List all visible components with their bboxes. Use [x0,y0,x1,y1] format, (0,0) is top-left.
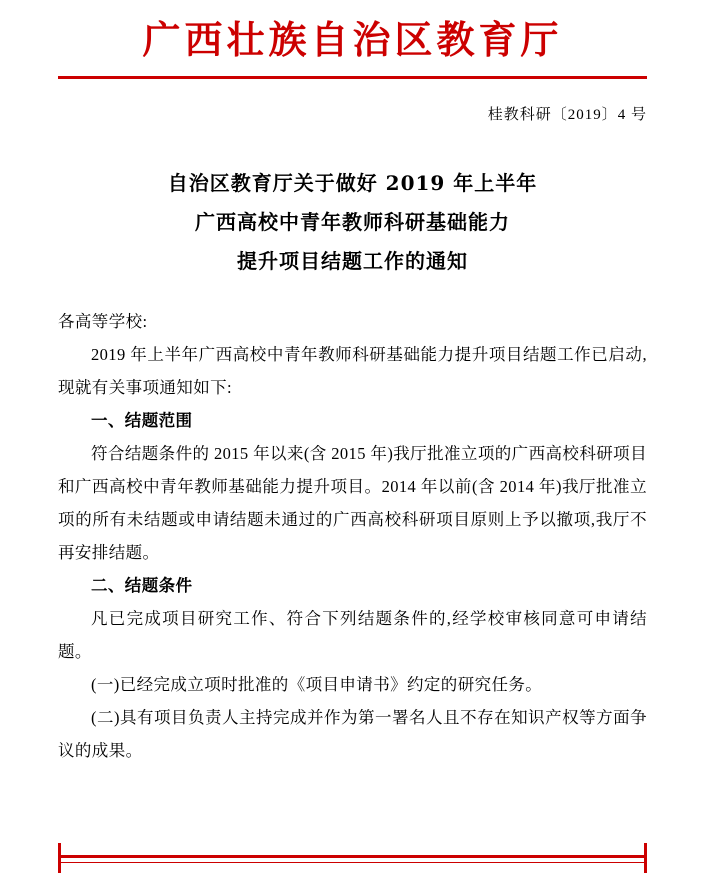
document-body [58,305,647,767]
side-mark-left [58,843,61,873]
headline-line-2: 广西高校中青年教师科研基础能力 [195,209,510,234]
section-2-item-1: (一)已经完成立项时批准的《项目申请书》约定的研究任务。 [91,674,543,694]
headline-line-3: 提升项目结题工作的通知 [237,248,468,273]
side-mark-right [644,843,647,873]
section-2-item-2: (二)具有项目负责人主持完成并作为第一署名人且不存在知识产权等方面争议的成果。 [58,707,647,760]
section-2-paragraph-1: 凡已完成项目研究工作、符合下列结题条件的,经学校审核同意可申请结题。 [58,608,647,661]
letterhead [58,0,647,62]
headline-line-1: 自治区教育厅关于做好 2019 年上半年 [167,170,538,195]
page-side-marks [0,843,705,873]
header-red-rule [58,76,647,79]
issuing-authority-title: 广西壮族自治区教育厅 [142,17,563,62]
intro-paragraph: 2019 年上半年广西高校中青年教师科研基础能力提升项目结题工作已启动,现就有关事项通知如下: [58,344,647,397]
document-headline [58,164,647,281]
document-number: 桂教科研〔2019〕4 号 [487,106,647,123]
salutation: 各高等学校: [58,311,148,331]
section-1-paragraph-1: 符合结题条件的 2015 年以来(含 2015 年)我厅批准立项的广西高校科研项目和广西高校中青年教师基础能力提升项目。2014 年以前(含 2014 年)我厅批准立项的所有未结题或申请结题未通过的广西高校科研项目原则上予以撤项,我厅不再安排结题。 [58,443,647,562]
section-1-heading: 一、结题范围 [91,410,193,430]
section-2-heading: 二、结题条件 [91,575,193,595]
